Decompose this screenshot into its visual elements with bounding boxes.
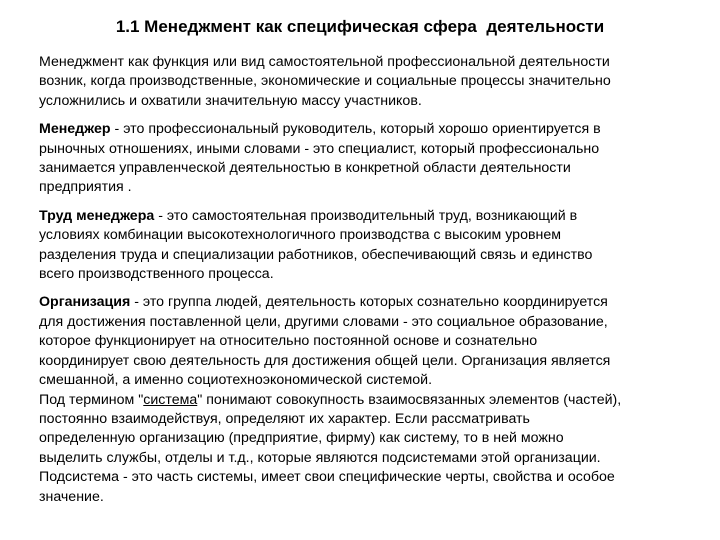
- text-line: [39, 207, 709, 226]
- definition-text: - это самостоятельная производительный труд, возникающий в: [154, 207, 578, 224]
- text-line: определенную организацию (предприятие, фирму) как систему, то в ней можно: [39, 430, 564, 447]
- text-line: координирует свою деятельность для достижения общей цели. Организация является: [39, 352, 611, 369]
- definition-text: - это группа людей, деятельность которых сознательно координируется: [130, 294, 608, 311]
- text-line: выделить службы, отделы и т.д., которые являются подсистемами этой организации.: [39, 449, 601, 466]
- text-line: предприятия .: [39, 179, 132, 196]
- term-system: система: [143, 391, 198, 408]
- text-line: рыночных отношениях, иными словами - это специалист, который профессионально: [39, 140, 600, 157]
- paragraph-management: [39, 53, 709, 111]
- text-line: возник, когда производственные, экономические и социальные процессы значительно: [39, 73, 611, 90]
- page-title: 1.1 Менеджмент как специфическая сфера деятельности: [115, 17, 605, 36]
- text-line: условиях комбинации высокотехнологичного производства с высоким уровнем: [39, 227, 561, 244]
- text-line: [39, 391, 709, 410]
- text-line: постоянно взаимодействуя, определяют их характер. Если рассматривать: [39, 410, 530, 427]
- text-line: [39, 120, 709, 139]
- system-prefix: Под термином ": [39, 391, 144, 408]
- text-line: усложнились и охватили значительную массу участников.: [39, 92, 422, 109]
- term-manager: Менеджер: [39, 121, 111, 138]
- text-line: для достижения поставленной цели, другими словами - это социальное образование,: [39, 313, 608, 330]
- paragraph-manager-labor: [39, 207, 709, 285]
- text-line: [39, 293, 709, 312]
- text-line: значение.: [39, 488, 104, 505]
- text-line: Подсистема - это часть системы, имеет свои специфические черты, свойства и особое: [39, 469, 615, 486]
- document-body: [39, 53, 709, 507]
- text-line: всего производственного процесса.: [39, 266, 274, 283]
- term-manager-labor: Труд менеджера: [39, 207, 155, 224]
- text-line: занимается управленческой деятельностью в конкретной области деятельности: [39, 160, 571, 177]
- text-line: смешанной, а именно социотехноэкономической системой.: [39, 372, 433, 389]
- system-suffix: " понимают совокупность взаимосвязанных элементов (частей),: [197, 391, 622, 408]
- text-line: которое функционирует на относительно постоянной основе и сознательно: [39, 333, 538, 350]
- text-line: Менеджмент как функция или вид самостоятельной профессиональной деятельности: [39, 54, 610, 70]
- text-line: разделения труда и специализации работников, обеспечивающий связь и единство: [39, 246, 593, 263]
- paragraph-manager: [39, 120, 709, 198]
- definition-text: - это профессиональный руководитель, который хорошо ориентируется в: [110, 121, 601, 138]
- paragraph-organization: [39, 293, 709, 506]
- term-organization: Организация: [39, 294, 131, 311]
